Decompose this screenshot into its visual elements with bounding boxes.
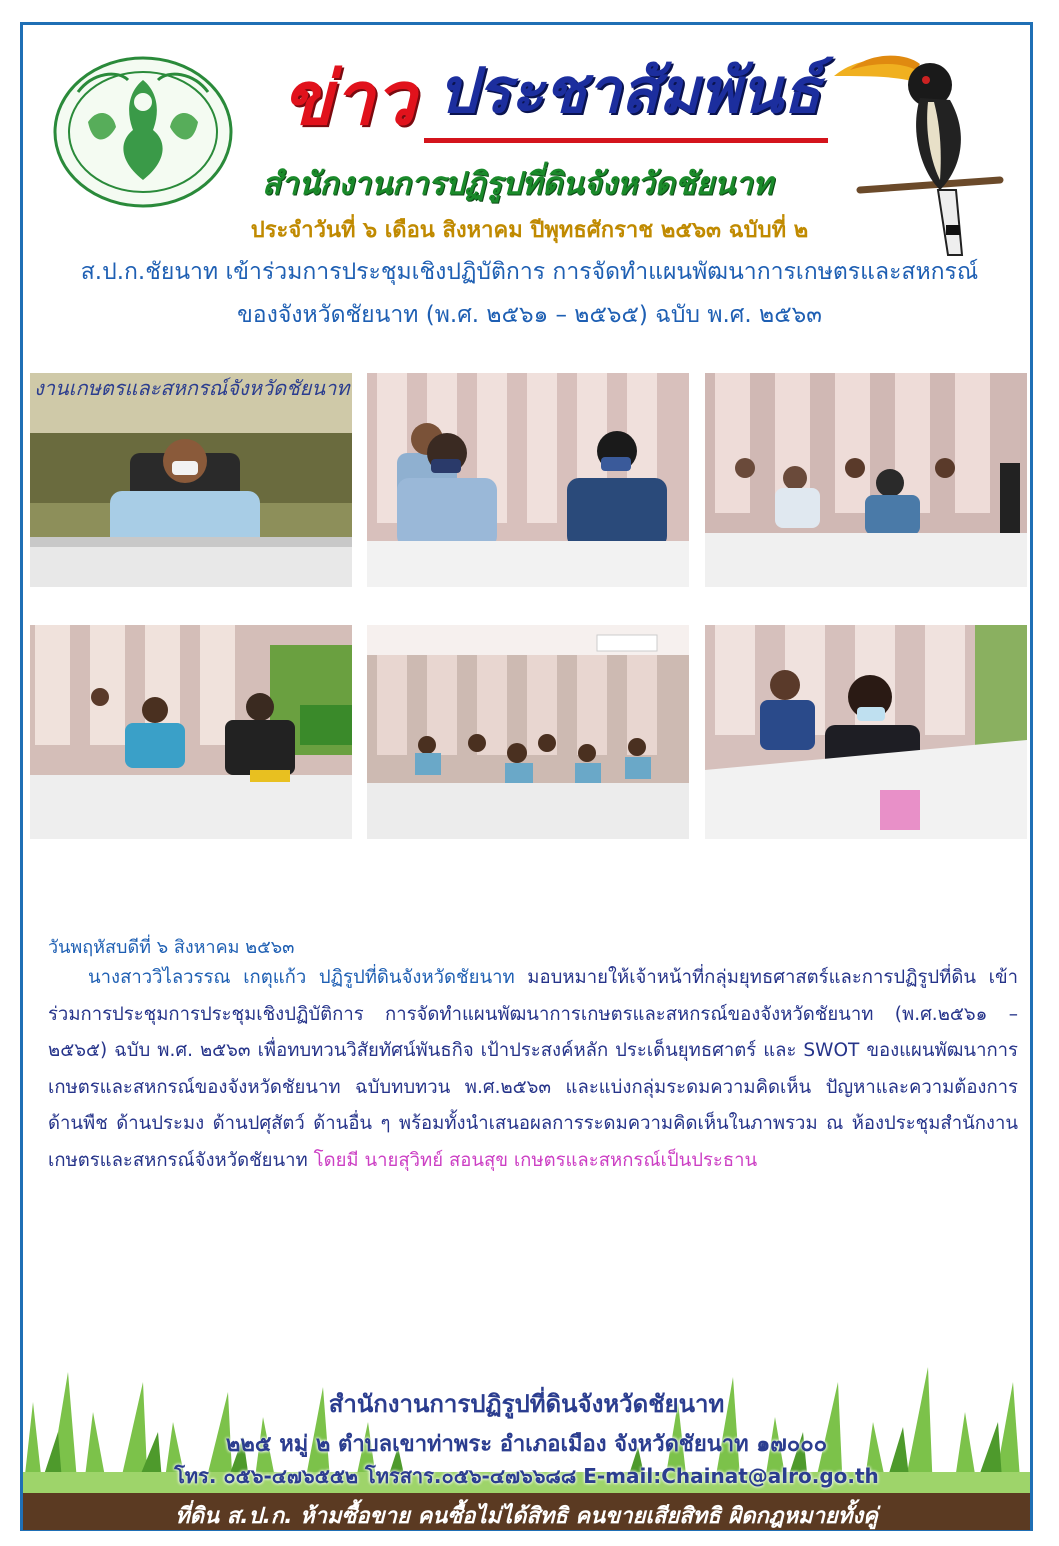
article-body [48,960,1018,1179]
title-underline [424,138,828,143]
issue-date-line: ประจำวันที่ ๖ เดือน สิงหาคม ปีพุทธศักราช ๒๕๖๓ ฉบับที่ ๒ [250,218,809,243]
meeting-photo-6 [705,625,1027,839]
alro-seal-logo [48,52,238,212]
meeting-photo-3 [705,373,1027,587]
footer-banner [23,1362,1030,1530]
footer-office-name: สำนักงานการปฏิรูปที่ดินจังหวัดชัยนาท [328,1390,725,1418]
footer-contact: โทร. ๐๕๖-๔๗๖๕๕๒ โทรสาร.๐๕๖-๔๗๖๖๘๘ E-mail:Chainat@alro.go.th [174,1464,879,1488]
photo-banner-text: งานเกษตรและสหกรณ์จังหวัดชัยนาท [34,376,350,400]
chair-text: โดยมี นายสุวิทย์ สอนสุข เกษตรและสหกรณ์เป็นประธาน [313,1149,758,1171]
meeting-photo-4 [30,625,352,839]
meeting-photo-2 [367,373,689,587]
footer-warning-text: ที่ดิน ส.ป.ก. ห้ามซื้อขาย คนซื้อไม่ได้สิทธิ คนขายเสียสิทธิ ผิดกฎหมายทั้งคู่ [175,1504,878,1529]
article-date: วันพฤหัสบดีที่ ๖ สิงหาคม ๒๕๖๓ [48,937,295,958]
org-name: สำนักงานการปฏิรูปที่ดินจังหวัดชัยนาท [262,166,773,202]
meeting-photo-1 [30,373,352,587]
meeting-photo-5 [367,625,689,839]
headline-line-2: ของจังหวัดชัยนาท (พ.ศ. ๒๕๖๑ – ๒๕๖๕) ฉบับ พ.ศ. ๒๕๖๓ [237,302,822,328]
footer-address: ๒๒๕ หมู่ ๒ ตำบลเขาท่าพระ อำเภอเมือง จังหวัดชัยนาท ๑๗๐๐๐ [225,1432,828,1457]
title-public-relations: ประชาสัมพันธ์ [438,54,821,127]
title-khao: ข่าว [282,56,416,142]
article-body-text: มอบหมายให้เจ้าหน้าที่กลุ่มยุทธศาสตร์และการปฏิรูปที่ดิน เข้าร่วมการประชุมการประชุมเชิงปฏิบัติการ การจัดทำแผนพัฒนาการเกษตรและสหกรณ์ของจังหวัดชัยนาท (พ.ศ.๒๕๖๑ – ๒๕๖๕) ฉบับ พ.ศ. ๒๕๖๓ เพื่อทบทวนวิสัยทัศน์พันธกิจ เป้าประสงค์หลัก ประเด็นยุทธศาตร์ และ SWOT ของแผนพัฒนาการเกษตรและสหกรณ์ของจังหวัดชัยนาท ฉบับทบทวน พ.ศ.๒๕๖๓ และแบ่งกลุ่มระดมความคิดเห็น ปัญหาและความต้องการ ด้านพืช ด้านประมง ด้านปศุสัตว์ ด้านอื่น ๆ พร้อมทั้งนำเสนอผลการระดมความคิดเห็นในภาพรวม ณ ห้องประชุมสำนักงานเกษตรและสหกรณ์จังหวัดชัยนาท [48,967,1019,1171]
headline-line-1: ส.ป.ก.ชัยนาท เข้าร่วมการประชุมเชิงปฏิบัติการ การจัดทำแผนพัฒนาการเกษตรและสหกรณ์ [80,259,979,285]
lead-name: นางสาววิไลวรรณ เกตุแก้ว ปฏิรูปที่ดินจังหวัดชัยนาท [88,967,515,988]
